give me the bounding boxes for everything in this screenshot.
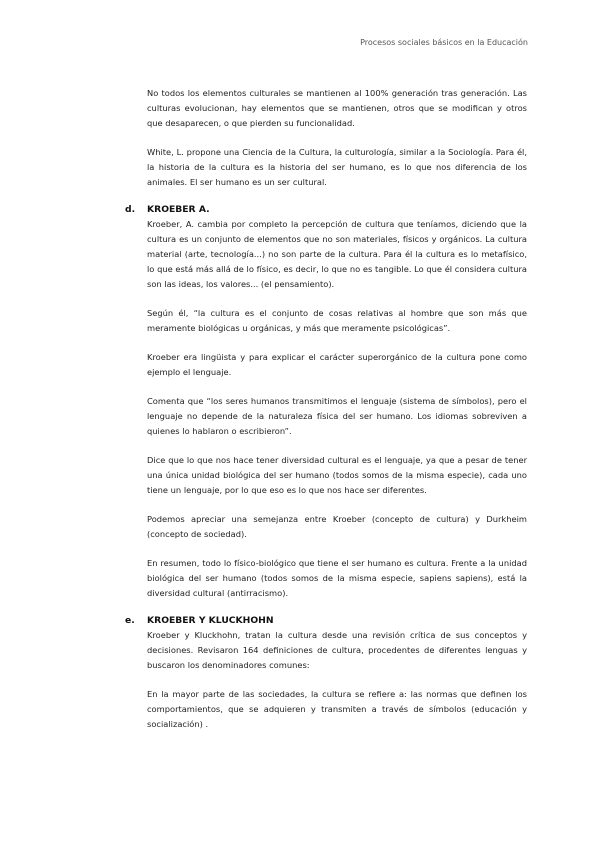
section-d-paragraph-1: Kroeber, A. cambia por completo la percepción de cultura que teníamos, diciendo que la cultura es un conjunto de elementos que no son materiales, físicos y orgánicos. La cultura material (arte, tecnología...) no son parte de la cultura. Para él la cultura es lo metafísico, lo que está más allá de lo físico, es decir, lo que no es tangible. Lo que él considera cultura son las ideas, los valores... (el pensamiento). xyxy=(147,219,527,289)
section-e-paragraph-1: Kroeber y Kluckhohn, tratan la cultura desde una revisión crítica de sus conceptos y decisiones. Revisaron 164 definiciones de cultura, procedentes de diferentes lenguas y buscaron los denominadores comunes: xyxy=(147,630,527,670)
intro-paragraph-2: White, L. propone una Ciencia de la Cultura, la culturología, similar a la Sociología. Para él, la historia de la cultura es la historia del ser humano, es lo que nos diferencia de los animales. El ser humano es un ser cultural. xyxy=(147,147,527,187)
section-d-paragraph-7: En resumen, todo lo físico-biológico que tiene el ser humano es cultura. Frente a la unidad biológica del ser humano (todos somos de la misma especie, sapiens sapiens), está la diversidad cultural (antirracismo). xyxy=(147,558,527,598)
body-text xyxy=(125,86,527,746)
section-e-marker: e. xyxy=(125,615,135,626)
section-d-paragraph-3: Kroeber era lingüista y para explicar el carácter superorgánico de la cultura pone como ejemplo el lenguaje. xyxy=(147,352,527,377)
section-d-title: KROEBER A. xyxy=(147,204,210,215)
section-d-heading xyxy=(125,204,527,215)
section-d-paragraph-2: Según él, “la cultura es el conjunto de cosas relativas al hombre que son más que meramente biológicas u orgánicas, y más que meramente psicológicas”. xyxy=(147,308,527,333)
section-d-paragraph-6: Podemos apreciar una semejanza entre Kroeber (concepto de cultura) y Durkheim (concepto de sociedad). xyxy=(147,514,527,539)
section-e-title: KROEBER Y KLUCKHOHN xyxy=(147,615,274,626)
section-e-heading xyxy=(125,615,527,626)
section-d-paragraph-4: Comenta que “los seres humanos transmitimos el lenguaje (sistema de símbolos), pero el lenguaje no depende de la naturaleza física del ser humano. Los idiomas sobreviven a quienes lo hablaron o escribieron”. xyxy=(147,396,527,436)
section-d-paragraph-5: Dice que lo que nos hace tener diversidad cultural es el lenguaje, ya que a pesar de tener una única unidad biológica del ser humano (todos somos de la misma especie), cada uno tiene un lenguaje, por lo que eso es lo que nos hace ser diferentes. xyxy=(147,455,527,495)
section-e-paragraph-2: En la mayor parte de las sociedades, la cultura se refiere a: las normas que definen los comportamientos, que se adquieren y transmiten a través de símbolos (educación y socialización) . xyxy=(147,689,527,729)
intro-paragraph-1: No todos los elementos culturales se mantienen al 100% generación tras generación. Las culturas evolucionan, hay elementos que se mantienen, otros que se modifican y otros que desaparecen, o que pierden su funcionalidad. xyxy=(147,88,527,128)
section-d-marker: d. xyxy=(125,204,136,215)
running-header: Procesos sociales básicos en la Educación xyxy=(360,38,528,47)
